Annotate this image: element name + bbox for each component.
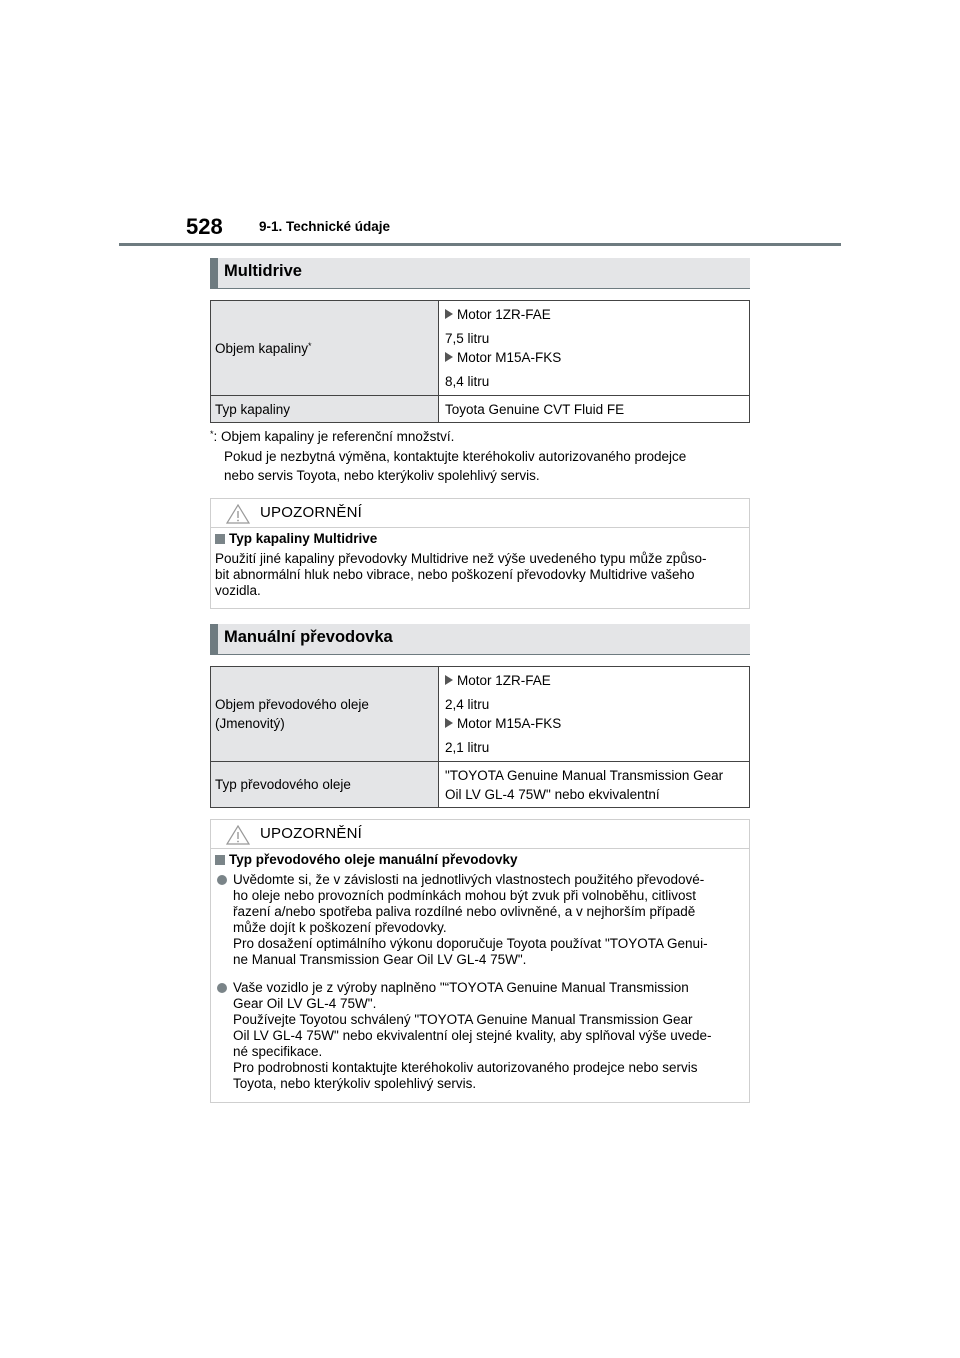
- list-item: [215, 872, 741, 968]
- caution-subhead-text: Typ kapaliny Multidrive: [229, 531, 378, 546]
- square-bullet-icon: [215, 855, 225, 865]
- footnote-mark: *: [210, 429, 214, 439]
- capacity-value-cell: [439, 667, 750, 762]
- capacity-label-cell: [211, 301, 439, 396]
- caution-box-multidrive: [210, 498, 750, 609]
- triangle-right-icon: [445, 675, 453, 685]
- type-label: Typ převodového oleje: [211, 762, 439, 808]
- type-value: Oil LV GL-4 75W" nebo ekvivalentní: [445, 786, 660, 802]
- header-rule: [119, 243, 841, 246]
- engine-name: Motor M15A-FKS: [457, 349, 562, 365]
- footnote-line: nebo servis Toyota, nebo kterýkoliv spolehlivý servis.: [224, 468, 540, 483]
- manual-heading: Manuální převodovka: [210, 624, 750, 655]
- capacity-value: 8,4 litru: [445, 373, 490, 389]
- caution-line: řazení a/nebo spotřeba paliva rozdílné nebo ovlivněné, a v nejhorším případě: [233, 904, 696, 919]
- caution-header: [211, 499, 749, 528]
- manual-table: [210, 666, 750, 808]
- table-row: [211, 667, 750, 762]
- engine-line: [445, 346, 743, 370]
- engine-line: [445, 712, 743, 736]
- caution-line: Použití jiné kapaliny převodovky Multidrive než výše uvedeného typu může způso-: [215, 551, 707, 566]
- caution-subhead: [215, 852, 741, 868]
- page-number: 528: [186, 214, 223, 239]
- type-value-cell: [439, 762, 750, 808]
- warning-triangle-icon: [226, 504, 250, 524]
- capacity-label-cell: [211, 667, 439, 762]
- caution-subhead-text: Typ převodového oleje manuální převodovky: [229, 852, 518, 867]
- capacity-value: 2,1 litru: [445, 739, 490, 755]
- type-label: Typ kapaliny: [211, 396, 439, 423]
- round-bullet-icon: [217, 983, 227, 993]
- capacity-label: Objem kapaliny: [215, 340, 309, 356]
- footnote-mark: *: [308, 340, 312, 351]
- table-row: [211, 396, 750, 423]
- type-value: "TOYOTA Genuine Manual Transmission Gear: [445, 767, 724, 783]
- capacity-value-cell: [439, 301, 750, 396]
- engine-name: Motor 1ZR-FAE: [457, 306, 551, 322]
- footnote-line: [210, 427, 750, 447]
- caution-body: [211, 528, 749, 605]
- caution-line: Pro dosažení optimálního výkonu doporučuje Toyota používat "TOYOTA Genui-: [233, 936, 708, 951]
- table-row: [211, 301, 750, 396]
- capacity-value: 2,4 litru: [445, 696, 490, 712]
- caution-line: ne Manual Transmission Gear Oil LV GL-4 75W".: [233, 952, 527, 967]
- triangle-right-icon: [445, 352, 453, 362]
- multidrive-heading: Multidrive: [210, 258, 750, 289]
- caution-line: Pro podrobnosti kontaktujte kteréhokoliv autorizovaného prodejce nebo servis: [233, 1060, 698, 1075]
- caution-box-manual: [210, 819, 750, 1103]
- caution-line: Gear Oil LV GL-4 75W".: [233, 996, 377, 1011]
- caution-title: UPOZORNĚNÍ: [260, 825, 363, 842]
- warning-triangle-icon: [226, 825, 250, 845]
- caution-line: Toyota, nebo kterýkoliv spolehlivý servis.: [233, 1076, 477, 1091]
- caution-body: [211, 849, 749, 1104]
- caution-subhead: [215, 531, 741, 547]
- capacity-label: Objem převodového oleje: [215, 697, 369, 712]
- capacity-label-sub: (Jmenovitý): [215, 716, 285, 731]
- caution-header: [211, 820, 749, 849]
- section-title: 9-1. Technické údaje: [259, 219, 391, 234]
- caution-line: vozidla.: [215, 583, 261, 598]
- capacity-value: 7,5 litru: [445, 330, 490, 346]
- footnote-line: Pokud je nezbytná výměna, kontaktujte kteréhokoliv autorizovaného prodejce: [224, 448, 687, 464]
- engine-name: Motor 1ZR-FAE: [457, 672, 551, 688]
- triangle-right-icon: [445, 718, 453, 728]
- caution-line: Používejte Toyotou schválený "TOYOTA Genuine Manual Transmission Gear: [233, 1012, 693, 1027]
- list-item: [215, 980, 741, 1092]
- caution-title: UPOZORNĚNÍ: [260, 504, 363, 521]
- table-row: [211, 762, 750, 808]
- round-bullet-icon: [217, 875, 227, 885]
- multidrive-table: [210, 300, 750, 423]
- square-bullet-icon: [215, 534, 225, 544]
- engine-name: Motor M15A-FKS: [457, 715, 562, 731]
- caution-line: bit abnormální hluk nebo vibrace, nebo poškození převodovky Multidrive vašeho: [215, 567, 695, 582]
- triangle-right-icon: [445, 309, 453, 319]
- caution-line: ho oleje nebo provozních podmínkách mohou být zvuk při volnoběhu, citlivost: [233, 888, 697, 903]
- caution-line: Oil LV GL-4 75W" nebo ekvivalentní olej stejné kvality, aby splňoval výše uvede-: [233, 1028, 712, 1043]
- caution-line: né specifikace.: [233, 1044, 323, 1059]
- caution-line: může dojít k poškození převodovky.: [233, 920, 447, 935]
- footnote-text: : Objem kapaliny je referenční množství.: [213, 429, 455, 444]
- engine-line: [445, 303, 743, 327]
- caution-line: Vaše vozidlo je z výroby naplněno "“TOYOTA Genuine Manual Transmission: [233, 980, 689, 995]
- caution-line: Uvědomte si, že v závislosti na jednotlivých vlastnostech použitého převodové-: [233, 872, 705, 887]
- engine-line: [445, 669, 743, 693]
- footnote: [210, 427, 750, 486]
- type-value: Toyota Genuine CVT Fluid FE: [439, 396, 750, 423]
